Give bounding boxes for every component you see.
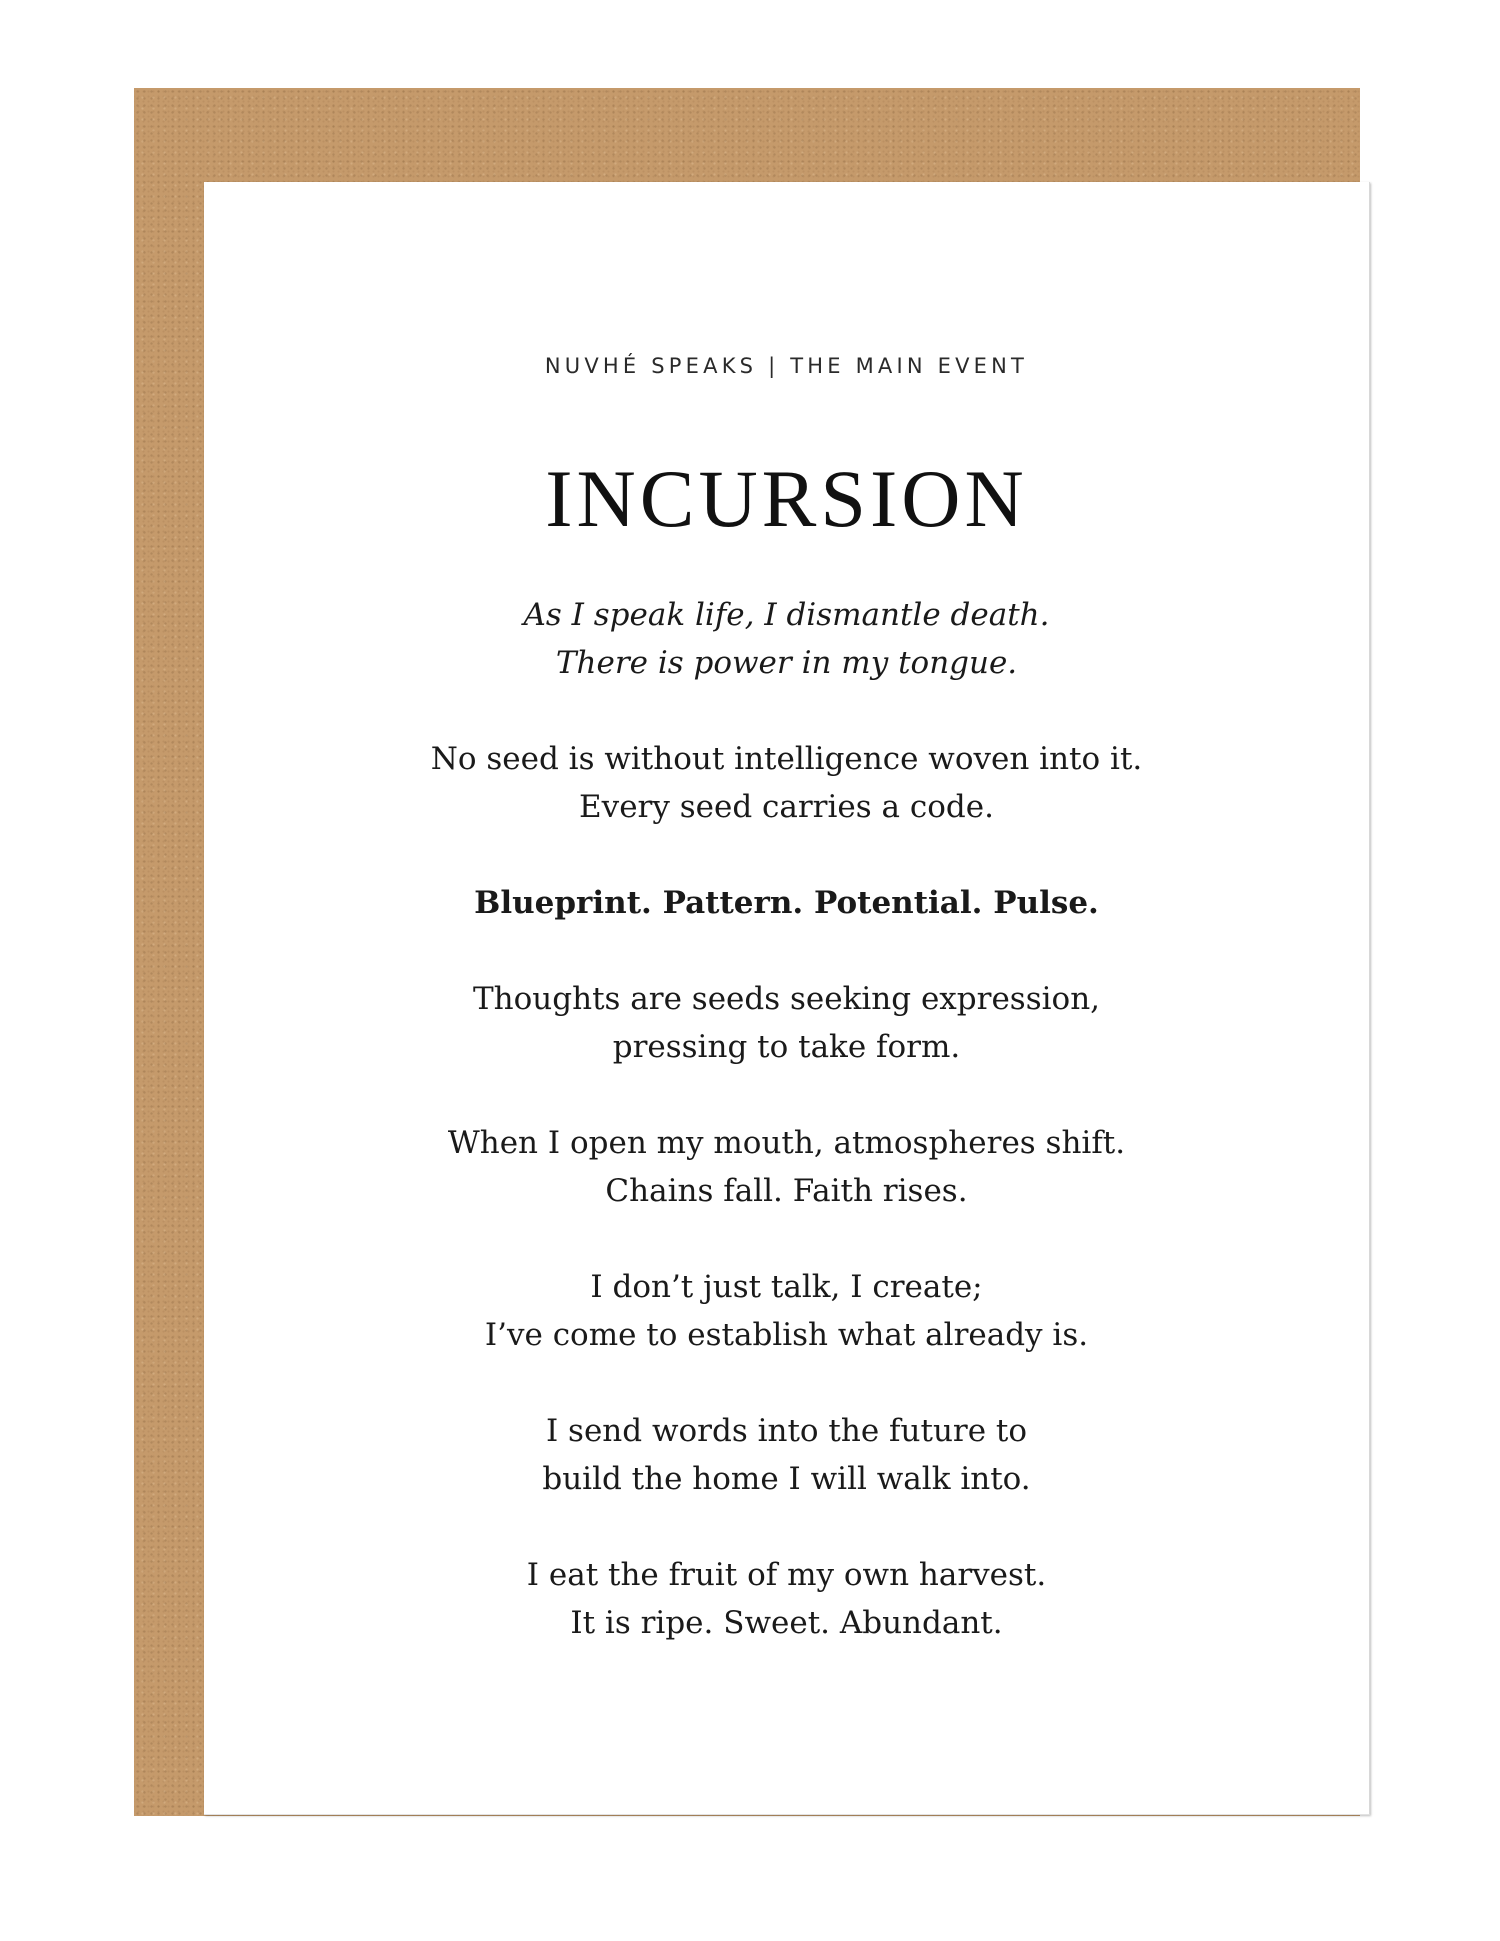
poem-line: Every seed carries a code. xyxy=(579,789,994,825)
poem-line: There is power in my tongue. xyxy=(555,645,1018,681)
stanza xyxy=(204,1407,1369,1503)
poem-line: I don’t just talk, I create; xyxy=(590,1269,983,1305)
card-header: NUVHÉ SPEAKS | THE MAIN EVENT xyxy=(544,354,1029,378)
stanza xyxy=(204,879,1369,927)
stanza xyxy=(204,1119,1369,1215)
poem-body xyxy=(204,591,1369,1695)
poem-line: Chains fall. Faith rises. xyxy=(605,1173,968,1209)
stanza xyxy=(204,735,1369,831)
poem-line: No seed is without intelligence woven into it. xyxy=(430,741,1143,777)
poem-line: I’ve come to establish what already is. xyxy=(484,1317,1089,1353)
stanza xyxy=(204,591,1369,687)
poem-line: As I speak life, I dismantle death. xyxy=(523,597,1050,633)
stanza xyxy=(204,975,1369,1071)
stanza xyxy=(204,1263,1369,1359)
poem-line: pressing to take form. xyxy=(612,1029,961,1065)
poem-title: INCURSION xyxy=(545,453,1028,544)
poem-line: When I open my mouth, atmospheres shift. xyxy=(447,1125,1126,1161)
poem-line: Blueprint. Pattern. Potential. Pulse. xyxy=(474,885,1099,921)
poem-line: I eat the fruit of my own harvest. xyxy=(526,1557,1047,1593)
stanza xyxy=(204,1551,1369,1647)
poem-line: It is ripe. Sweet. Abundant. xyxy=(570,1605,1003,1641)
poem-line: Thoughts are seeds seeking expression, xyxy=(472,981,1101,1017)
poem-line: I send words into the future to xyxy=(545,1413,1028,1449)
poem-line: build the home I will walk into. xyxy=(542,1461,1031,1497)
poem-card xyxy=(204,182,1370,1815)
